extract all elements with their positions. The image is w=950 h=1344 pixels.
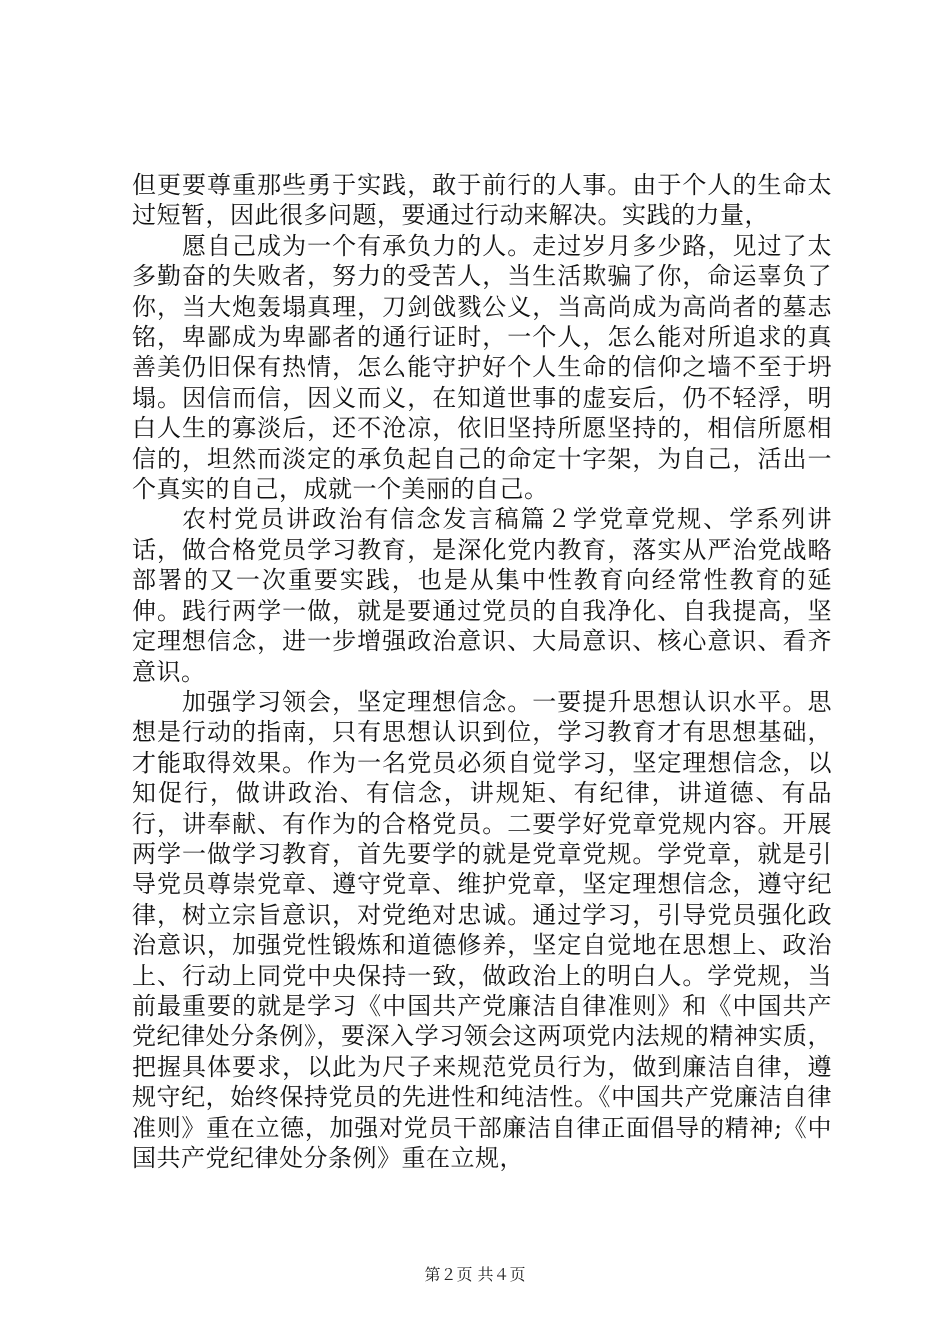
paragraph-responsibility: 愿自己成为一个有承负力的人。走过岁月多少路，见过了太多勤奋的失败者，努力的受苦人，当生活欺骗了你，命运辜负了你，当大炮轰塌真理，刀剑戗戮公义，当高尚成为高尚者的墓志铭，卑鄙成为卑鄙者的通行证时，一个人，怎么能对所追求的真善美仍旧保有热情，怎么能守护好个人生命的信仰之墙不至于坍塌。因信而信，因义而义，在知道世事的虚妄后，仍不轻浮，明白人生的寡淡后，还不沧凉，依旧坚持所愿坚持的，相信所愿相信的，坦然而淡定的承负起自己的命定十字架，为自己，活出一个真实的自己，成就一个美丽的自己。 (132, 231, 832, 504)
paragraph-study-party-rules: 加强学习领会，坚定理想信念。一要提升思想认识水平。思想是行动的指南，只有思想认识到位，学习教育才有思想基础，才能取得效果。作为一名党员必须自觉学习，坚定理想信念，以知促行，做讲政治、有信念，讲规矩、有纪律，讲道德、有品行，讲奉献、有作为的合格党员。二要学好党章党规内容。开展两学一做学习教育，首先要学的就是党章党规。学党章，就是引导党员尊崇党章、遵守党章、维护党章，坚定理想信念，遵守纪律，树立宗旨意识，对党绝对忠诚。通过学习，引导党员强化政治意识，加强党性锻炼和道德修养，坚定自觉地在思想上、政治上、行动上同党中央保持一致，做政治上的明白人。学党规，当前最重要的就是学习《中国共产党廉洁自律准则》和《中国共产党纪律处分条例》，要深入学习领会这两项党内法规的精神实质，把握具体要求，以此为尺子来规范党员行为，做到廉洁自律，遵规守纪，始终保持党员的先进性和纯洁性。《中国共产党廉洁自律准则》重在立德，加强对党员干部廉洁自律正面倡导的精神;《中国共产党纪律处分条例》重在立规， (132, 687, 832, 1172)
paragraph-speech-intro: 农村党员讲政治有信念发言稿篇２学党章党规、学系列讲话，做合格党员学习教育，是深化党内教育，落实从严治党战略部署的又一次重要实践，也是从集中性教育向经常性教育的延伸。践行两学一做，就是要通过党员的自我净化、自我提高，坚定理想信念，进一步增强政治意识、大局意识、核心意识、看齐意识。 (132, 505, 832, 686)
page-number-footer: 第２页 共４页 (424, 1265, 526, 1284)
document-body (132, 170, 832, 1173)
paragraph-continuation: 但更要尊重那些勇于实践，敢于前行的人事。由于个人的生命太过短暂，因此很多问题，要通过行动来解决。实践的力量， (132, 171, 832, 230)
